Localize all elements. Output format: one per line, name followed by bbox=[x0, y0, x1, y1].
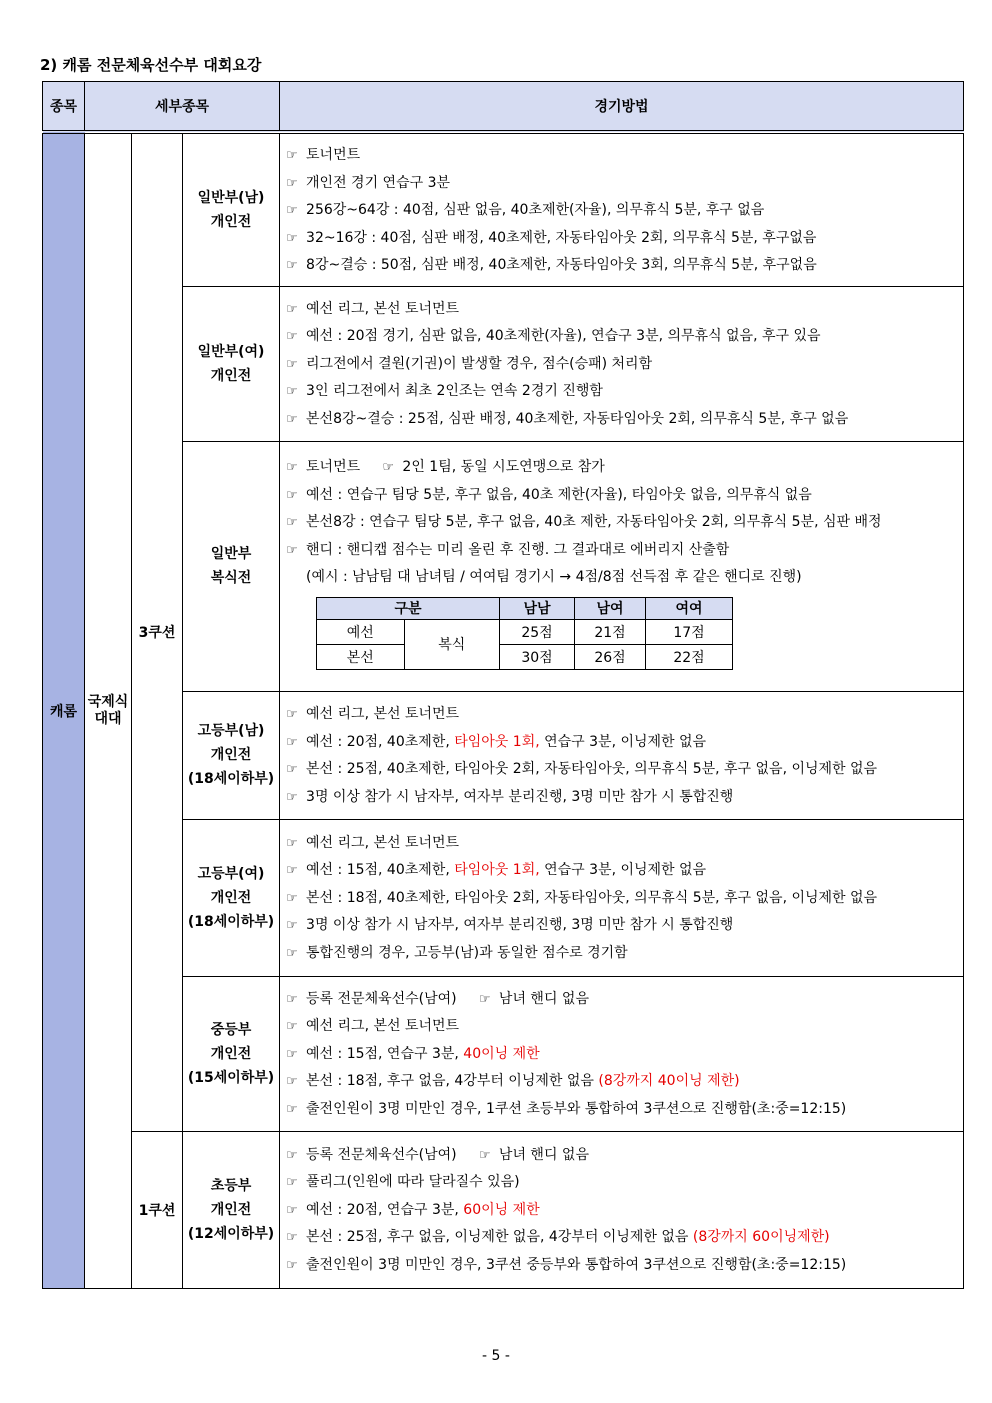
pointing-hand-icon: ☞ bbox=[286, 1074, 298, 1090]
rule-text: 예선 : 20점, 연습구 3분, bbox=[306, 1201, 464, 1218]
rule-text: 출전인원이 3명 미만인 경우, 1쿠션 초등부와 통합하여 3쿠션으로 진행함(초:중=12:15) bbox=[306, 1100, 847, 1117]
rule-line bbox=[286, 1224, 959, 1252]
rule-text: 남녀 핸디 없음 bbox=[498, 1146, 589, 1163]
rule-text: 남녀 핸디 없음 bbox=[498, 990, 589, 1007]
rule-text: 예선 : 15점, 40초제한, bbox=[306, 862, 455, 879]
rule-line bbox=[286, 1197, 959, 1225]
rule-text: 32~16강 : 40점, 심판 배정, 40초제한, 자동타임아웃 2회, 의무휴식 5분, 후구없음 bbox=[306, 229, 817, 246]
division-name-line: (18세이하부) bbox=[187, 771, 275, 787]
rule-line bbox=[286, 986, 959, 1014]
handicap-header: 여여 bbox=[646, 597, 733, 619]
rule-line bbox=[286, 1096, 959, 1124]
handicap-value: 21점 bbox=[575, 619, 646, 644]
cushion-1-cell: 1쿠션 bbox=[132, 1131, 183, 1288]
rule-text: (8강까지 60이닝제한) bbox=[692, 1229, 830, 1246]
rule-line bbox=[286, 729, 959, 757]
cushion-3-cell: 3쿠션 bbox=[132, 132, 183, 1131]
division-name-line: 개인전 bbox=[210, 747, 252, 763]
header-method: 경기방법 bbox=[280, 82, 964, 133]
rule-line bbox=[286, 406, 959, 434]
pointing-hand-icon: ☞ bbox=[286, 1019, 298, 1035]
pointing-hand-icon: ☞ bbox=[286, 542, 298, 558]
style-cell: 국제식 대대 bbox=[85, 132, 132, 1288]
handicap-value: 30점 bbox=[500, 644, 575, 669]
rule-text: 2인 1팀, 동일 시도연맹으로 참가 bbox=[402, 459, 605, 476]
division-name-line: (18세이하부) bbox=[187, 913, 275, 930]
rule-line bbox=[286, 142, 959, 170]
pointing-hand-icon: ☞ bbox=[286, 487, 298, 503]
rules-cell bbox=[280, 1131, 964, 1288]
division-row bbox=[43, 1131, 964, 1288]
rule-line bbox=[286, 197, 959, 225]
rule-text: 본선 : 18점, 후구 없음, 4강부터 이닝제한 없음 bbox=[306, 1073, 599, 1090]
rule-line bbox=[286, 1013, 959, 1041]
handicap-header: 남남 bbox=[500, 597, 575, 619]
handicap-header-row bbox=[317, 597, 733, 619]
rule-line bbox=[286, 830, 959, 858]
rule-line bbox=[286, 756, 959, 784]
rule-text: 타임아웃 1회, bbox=[454, 862, 540, 879]
pointing-hand-icon: ☞ bbox=[286, 1175, 298, 1191]
handicap-value: 17점 bbox=[646, 619, 733, 644]
division-name-line: 일반부 bbox=[210, 546, 252, 562]
pointing-hand-icon: ☞ bbox=[286, 203, 298, 218]
pointing-hand-icon: ☞ bbox=[286, 707, 298, 722]
rule-text: 예선 리그, 본선 토너먼트 bbox=[306, 706, 460, 722]
rule-note: (예시 : 남남팀 대 남녀팀 / 여여팀 경기시 → 4점/8점 선득점 후 같은 핸디로 진행) bbox=[306, 569, 802, 586]
rule-text: 연습구 3분, 이닝제한 없음 bbox=[539, 862, 707, 879]
rule-text: 본선8강 : 연습구 팀당 5분, 후구 없음, 40초 제한, 자동타임아웃 2회, 의무휴식 5분, 심판 배정 bbox=[306, 514, 882, 531]
rules-table bbox=[42, 81, 964, 1289]
rule-text: 연습구 3분, 이닝제한 없음 bbox=[539, 733, 707, 750]
rule-text: 예선 리그, 본선 토너먼트 bbox=[306, 300, 460, 317]
division-name-line: 초등부 bbox=[210, 1177, 252, 1194]
rules-cell bbox=[280, 441, 964, 691]
pointing-hand-icon: ☞ bbox=[286, 148, 298, 163]
rules-cell bbox=[280, 132, 964, 286]
handicap-value: 25점 bbox=[500, 619, 575, 644]
rule-line bbox=[286, 940, 959, 968]
rule-text: 본선 : 18점, 40초제한, 타임아웃 2회, 자동타임아웃, 의무휴식 5분, 후구 없음, 이닝제한 없음 bbox=[306, 889, 878, 906]
pointing-hand-icon: ☞ bbox=[286, 1101, 298, 1117]
division-row bbox=[43, 132, 964, 286]
rule-text: 40이닝 제한 bbox=[463, 1045, 540, 1062]
rule-text: 등록 전문체육선수(남여) bbox=[306, 990, 457, 1007]
division-name-line: (12세이하부) bbox=[187, 1225, 275, 1242]
handicap-value: 26점 bbox=[575, 644, 646, 669]
rule-text: 3명 이상 참가 시 남자부, 여자부 분리진행, 3명 미만 참가 시 통합진행 bbox=[306, 917, 734, 934]
rule-line bbox=[286, 537, 959, 565]
pointing-hand-icon: ☞ bbox=[286, 945, 298, 961]
rule-line bbox=[286, 509, 959, 537]
pointing-hand-icon: ☞ bbox=[286, 329, 298, 345]
rule-line bbox=[286, 225, 959, 253]
division-name-line: 개인전 bbox=[210, 889, 252, 906]
pointing-hand-icon: ☞ bbox=[286, 991, 298, 1007]
rule-text: 토너먼트 bbox=[306, 459, 361, 476]
rule-line bbox=[286, 912, 959, 940]
pointing-hand-icon: ☞ bbox=[286, 258, 298, 273]
pointing-hand-icon: ☞ bbox=[286, 356, 298, 372]
handicap-value: 22점 bbox=[646, 644, 733, 669]
division-name-line: 고등부(여) bbox=[197, 865, 265, 882]
pointing-hand-icon: ☞ bbox=[286, 1257, 298, 1273]
rule-line bbox=[286, 1169, 959, 1197]
pointing-hand-icon: ☞ bbox=[382, 460, 395, 476]
rule-line bbox=[286, 482, 959, 510]
rule-line bbox=[286, 1041, 959, 1069]
rule-text: 본선 : 25점, 40초제한, 타임아웃 2회, 자동타임아웃, 의무휴식 5분, 후구 없음, 이닝제한 없음 bbox=[306, 761, 878, 777]
rule-text: 핸디 : 핸디캡 점수는 미리 올린 후 진행. 그 결과대로 에버리지 산출함 bbox=[306, 541, 730, 558]
pointing-hand-icon: ☞ bbox=[286, 789, 298, 805]
header-detail: 세부종목 bbox=[85, 82, 280, 133]
pointing-hand-icon: ☞ bbox=[286, 1202, 298, 1218]
page-number: - 5 - bbox=[482, 1348, 510, 1364]
division-name-line: 복식전 bbox=[210, 570, 252, 586]
pointing-hand-icon: ☞ bbox=[286, 301, 298, 317]
division-name-line: 개인전 bbox=[210, 1201, 252, 1218]
rules-cell bbox=[280, 691, 964, 819]
rule-text: 예선 : 연습구 팀당 5분, 후구 없음, 40초 제한(자율), 타임아웃 없음, 의무휴식 없음 bbox=[306, 486, 812, 503]
spacer bbox=[457, 1147, 479, 1163]
handicap-stage: 본선 bbox=[317, 644, 405, 669]
rules-cell bbox=[280, 286, 964, 441]
rule-text: 256강~64강 : 40점, 심판 없음, 40초제한(자율), 의무휴식 5분, 후구 없음 bbox=[306, 202, 765, 218]
handicap-row bbox=[317, 619, 733, 644]
division-name-line: (15세이하부) bbox=[187, 1069, 275, 1086]
rule-line bbox=[286, 885, 959, 913]
rule-text: 3명 이상 참가 시 남자부, 여자부 분리진행, 3명 미만 참가 시 통합진행 bbox=[306, 788, 734, 805]
rule-text: 예선 : 20점, 40초제한, bbox=[306, 733, 455, 750]
division-name-line: 개인전 bbox=[210, 1045, 252, 1062]
rule-text: 통합진행의 경우, 고등부(남)과 동일한 점수로 경기함 bbox=[306, 944, 628, 961]
rule-line bbox=[286, 170, 959, 198]
division-name bbox=[183, 1131, 280, 1288]
rule-text: 60이닝 제한 bbox=[463, 1201, 540, 1218]
rule-line bbox=[286, 857, 959, 885]
pointing-hand-icon: ☞ bbox=[286, 734, 298, 750]
rule-text: 토너먼트 bbox=[306, 147, 361, 163]
spacer bbox=[457, 991, 479, 1007]
handicap-format: 복식 bbox=[404, 619, 499, 669]
rule-text: 예선 : 15점, 연습구 3분, bbox=[306, 1045, 464, 1062]
pointing-hand-icon: ☞ bbox=[286, 411, 298, 427]
rules-cell bbox=[280, 819, 964, 976]
division-name-line: 고등부(남) bbox=[197, 723, 265, 739]
handicap-header: 구분 bbox=[317, 597, 500, 619]
division-name bbox=[183, 819, 280, 976]
spacer bbox=[360, 459, 382, 475]
rule-text: (8강까지 40이닝 제한) bbox=[598, 1073, 740, 1090]
rule-line bbox=[286, 454, 959, 482]
pointing-hand-icon: ☞ bbox=[478, 1147, 491, 1163]
rule-line bbox=[286, 323, 959, 351]
rule-text: 개인전 경기 연습구 3분 bbox=[306, 174, 451, 191]
rule-text: 등록 전문체육선수(남여) bbox=[306, 1146, 457, 1163]
rule-text: 3인 리그전에서 최초 2인조는 연속 2경기 진행함 bbox=[306, 383, 603, 400]
pointing-hand-icon: ☞ bbox=[286, 762, 298, 777]
handicap-stage: 예선 bbox=[317, 619, 405, 644]
rule-text: 본선 : 25점, 후구 없음, 이닝제한 없음, 4강부터 이닝제한 없음 bbox=[306, 1229, 693, 1246]
pointing-hand-icon: ☞ bbox=[478, 991, 491, 1007]
division-name bbox=[183, 691, 280, 819]
rule-text: 본선8강~결승 : 25점, 심판 배정, 40초제한, 자동타임아웃 2회, 의무휴식 5분, 후구 없음 bbox=[306, 410, 849, 427]
rule-line bbox=[286, 378, 959, 406]
rules-cell bbox=[280, 976, 964, 1131]
pointing-hand-icon: ☞ bbox=[286, 1046, 298, 1062]
division-name bbox=[183, 132, 280, 286]
division-name bbox=[183, 286, 280, 441]
pointing-hand-icon: ☞ bbox=[286, 460, 298, 476]
pointing-hand-icon: ☞ bbox=[286, 175, 298, 191]
division-name-line: 일반부(남) bbox=[197, 189, 265, 206]
rule-text: 타임아웃 1회, bbox=[454, 733, 540, 750]
rule-line bbox=[286, 252, 959, 280]
rule-text: 예선 리그, 본선 토너먼트 bbox=[306, 834, 460, 851]
section-title: 2) 캐롬 전문체육선수부 대회요강 bbox=[40, 56, 262, 74]
rule-text: 풀리그(인원에 따라 달라질수 있음) bbox=[306, 1174, 520, 1191]
rule-text: 예선 : 20점 경기, 심판 없음, 40초제한(자율), 연습구 3분, 의무휴식 없음, 후구 있음 bbox=[306, 328, 821, 345]
handicap-table bbox=[316, 597, 733, 670]
handicap-header: 남여 bbox=[575, 597, 646, 619]
rule-text: 8강~결승 : 50점, 심판 배정, 40초제한, 자동타임아웃 3회, 의무휴식 5분, 후구없음 bbox=[306, 257, 817, 273]
rule-text: 출전인원이 3명 미만인 경우, 3쿠션 중등부와 통합하여 3쿠션으로 진행함(초:중=12:15) bbox=[306, 1256, 847, 1273]
pointing-hand-icon: ☞ bbox=[286, 918, 298, 934]
pointing-hand-icon: ☞ bbox=[286, 835, 298, 851]
rule-text: 예선 리그, 본선 토너먼트 bbox=[306, 1018, 460, 1035]
division-name-line: 개인전 bbox=[210, 367, 252, 384]
division-name bbox=[183, 441, 280, 691]
pointing-hand-icon: ☞ bbox=[286, 1147, 298, 1163]
pointing-hand-icon: ☞ bbox=[286, 1230, 298, 1246]
pointing-hand-icon: ☞ bbox=[286, 890, 298, 906]
division-name-line: 중등부 bbox=[210, 1021, 252, 1038]
division-name bbox=[183, 976, 280, 1131]
rule-text: 리그전에서 결원(기권)이 발생할 경우, 점수(승패) 처리함 bbox=[306, 355, 653, 372]
pointing-hand-icon: ☞ bbox=[286, 230, 298, 246]
pointing-hand-icon: ☞ bbox=[286, 863, 298, 879]
header-sport: 종목 bbox=[43, 82, 85, 133]
rule-line bbox=[286, 351, 959, 379]
rule-line bbox=[286, 784, 959, 812]
pointing-hand-icon: ☞ bbox=[286, 515, 298, 531]
rule-line bbox=[286, 296, 959, 324]
pointing-hand-icon: ☞ bbox=[286, 384, 298, 400]
header-row bbox=[43, 82, 964, 133]
rule-line bbox=[286, 1068, 959, 1096]
division-name-line: 일반부(여) bbox=[197, 343, 265, 360]
division-name-line: 개인전 bbox=[210, 213, 252, 230]
rule-line bbox=[286, 1142, 959, 1170]
sport-cell: 캐롬 bbox=[43, 132, 85, 1288]
rule-line bbox=[286, 1252, 959, 1280]
rule-line bbox=[286, 701, 959, 729]
handicap-row bbox=[317, 644, 733, 669]
